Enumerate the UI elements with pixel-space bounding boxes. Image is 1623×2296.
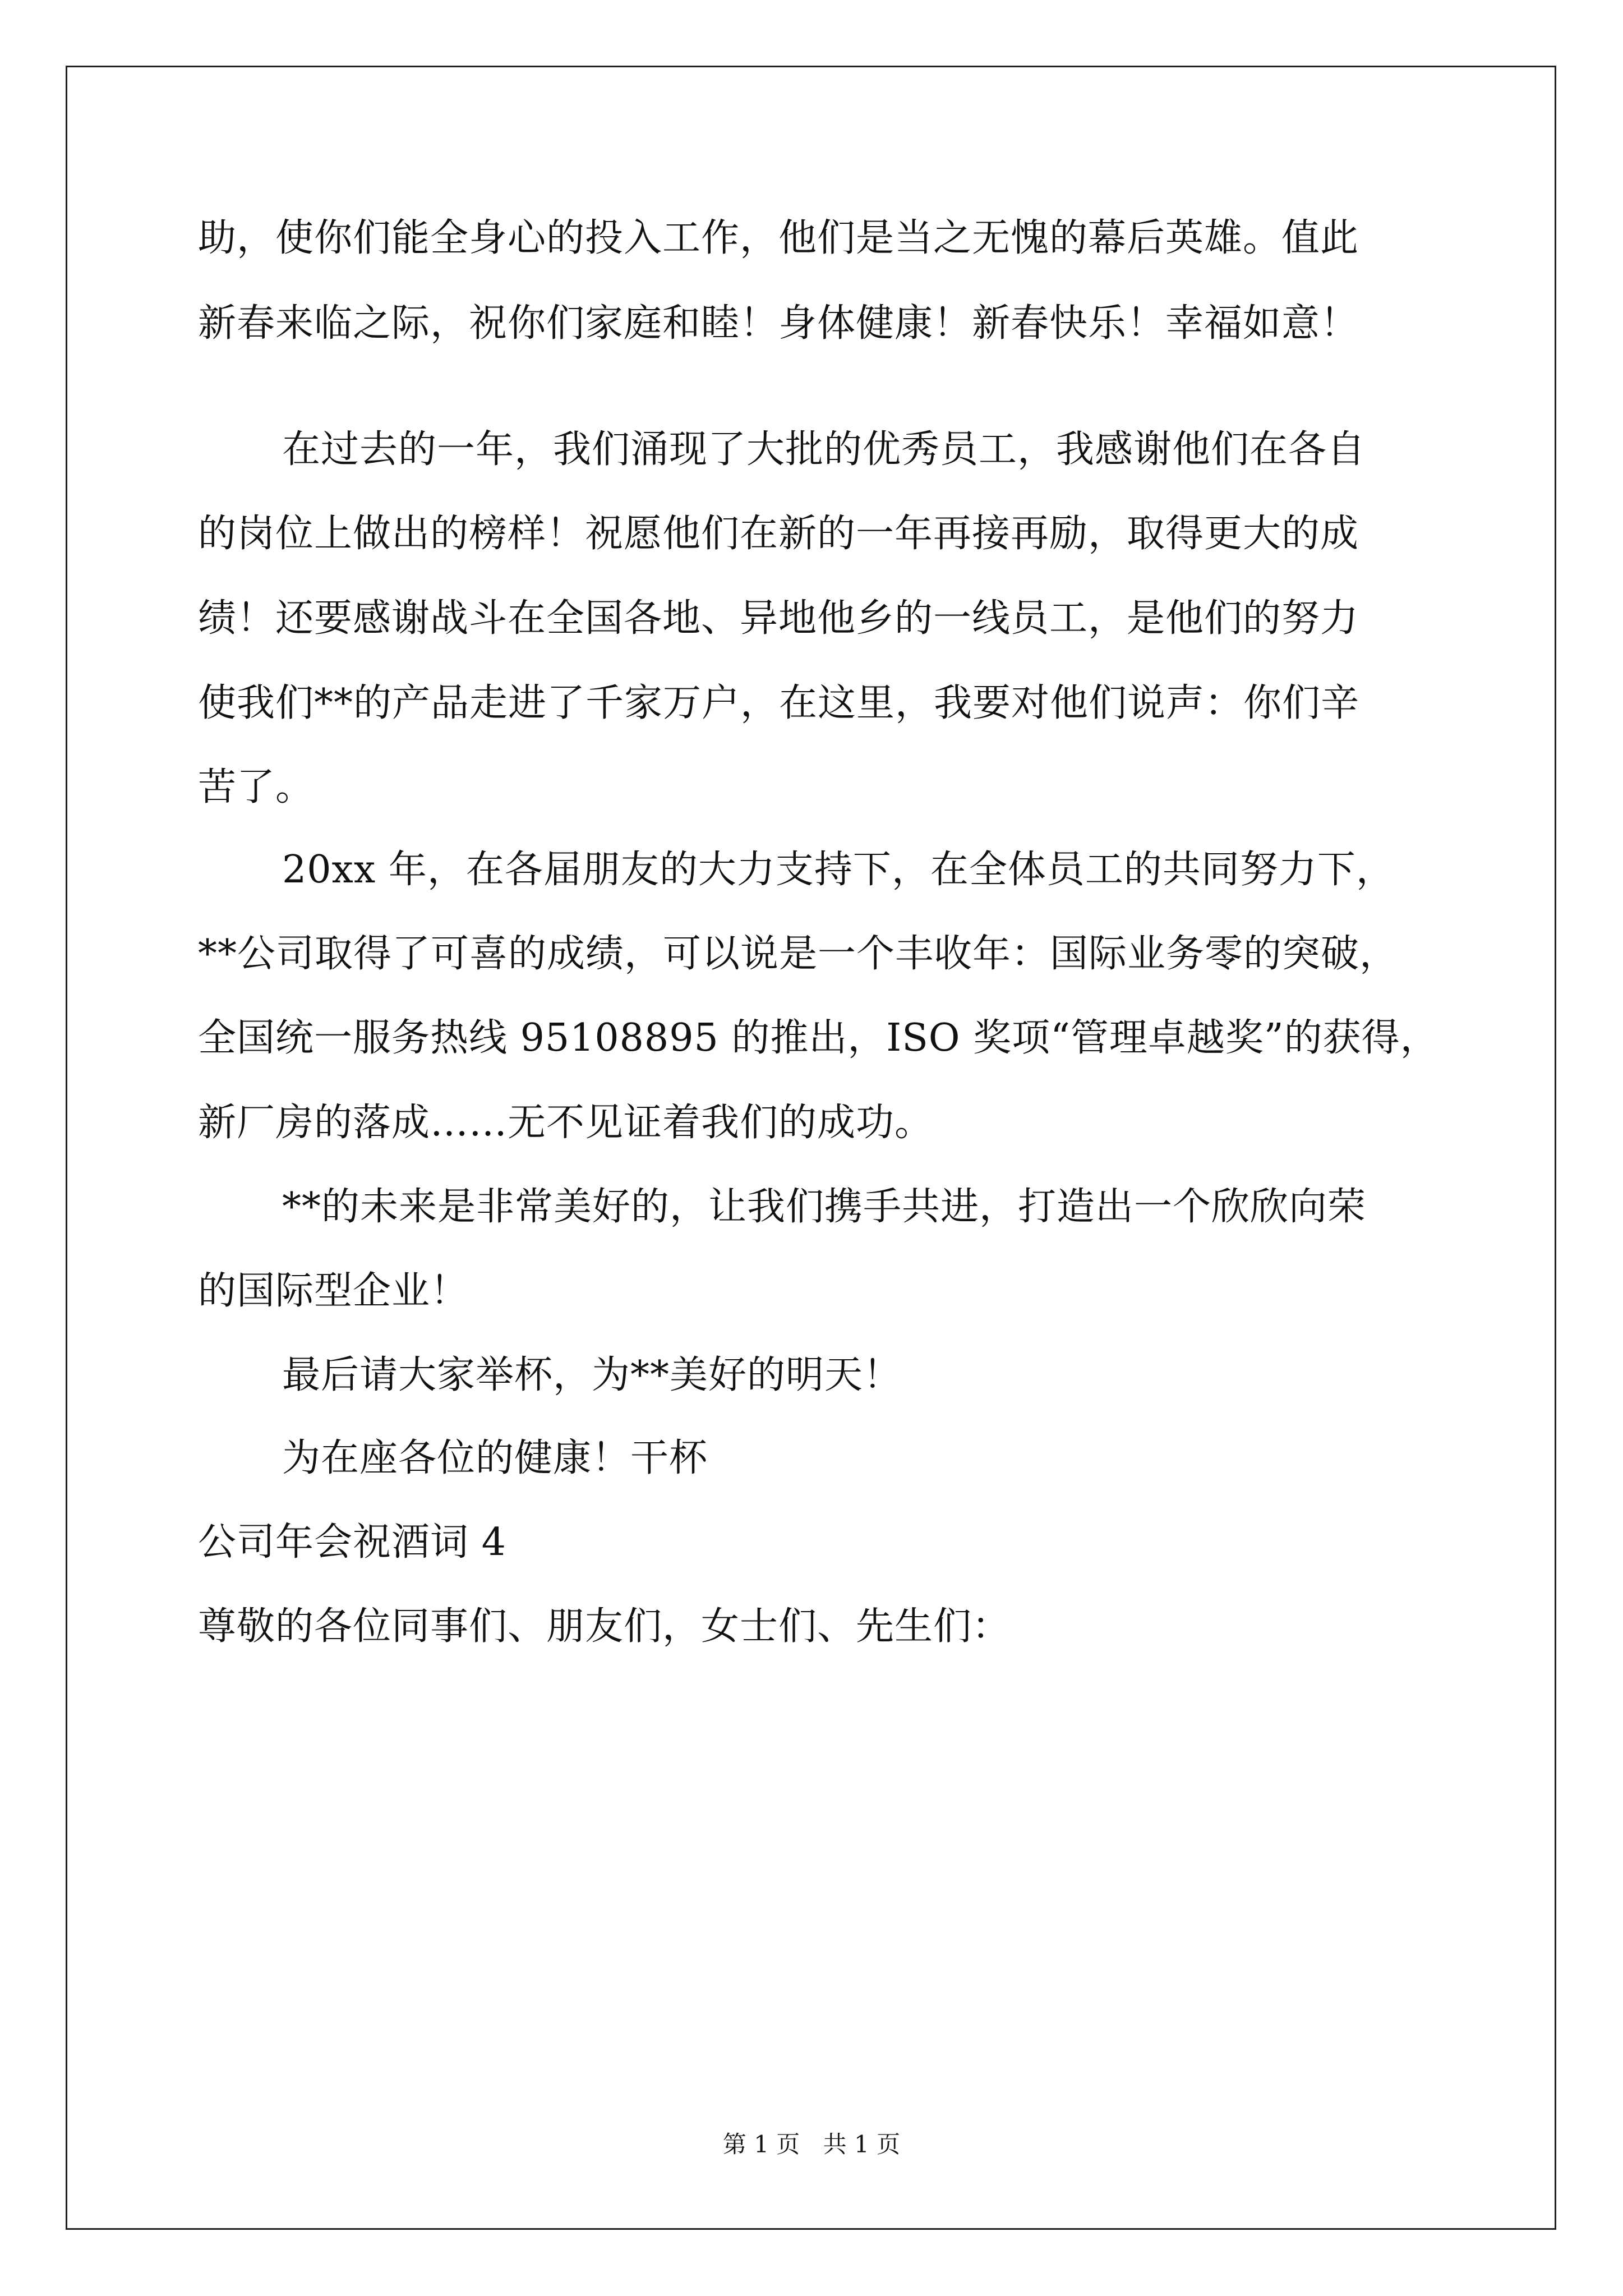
body-line: 全国统一服务热线 95108895 的推出，ISO 奖项“管理卓越奖”的获得， xyxy=(198,1016,1439,1060)
page-number-total: 共 1 页 xyxy=(823,2131,901,2158)
paragraph-start-line: 最后请大家举杯，为**美好的明天！ xyxy=(282,1353,902,1397)
body-line: 的国际型企业！ xyxy=(198,1269,469,1313)
paragraph-start-line: 为在座各位的健康！干杯 xyxy=(282,1436,708,1480)
page-footer xyxy=(0,2129,1623,2160)
paragraph-start-line: **的未来是非常美好的，让我们携手共进，打造出一个欣欣向荣 xyxy=(282,1185,1367,1229)
body-line: **公司取得了可喜的成绩，可以说是一个丰收年：国际业务零的突破， xyxy=(198,932,1399,976)
page-number-current: 第 1 页 xyxy=(722,2131,800,2158)
body-line: 的岗位上做出的榜样！祝愿他们在新的一年再接再励，取得更大的成 xyxy=(198,512,1359,556)
salutation-line: 尊敬的各位同事们、朋友们，女士们、先生们： xyxy=(198,1604,1011,1649)
body-line: 使我们**的产品走进了千家万户，在这里，我要对他们说声：你们辛 xyxy=(198,681,1360,725)
body-line: 新厂房的落成……无不见证着我们的成功。 xyxy=(198,1101,934,1145)
section-heading: 公司年会祝酒词 4 xyxy=(198,1520,506,1565)
paragraph-start-line: 在过去的一年，我们涌现了大批的优秀员工，我感谢他们在各自 xyxy=(282,427,1366,472)
body-line: 新春来临之际，祝你们家庭和睦！身体健康！新春快乐！幸福如意！ xyxy=(198,301,1359,346)
body-line: 苦了。 xyxy=(198,765,315,809)
paragraph-start-line: 20xx 年，在各届朋友的大力支持下，在全体员工的共同努力下， xyxy=(282,848,1395,892)
body-line: 助，使你们能全身心的投入工作，他们是当之无愧的幕后英雄。值此 xyxy=(198,216,1359,260)
body-line: 绩！还要感谢战斗在全国各地、异地他乡的一线员工，是他们的努力 xyxy=(198,596,1359,641)
